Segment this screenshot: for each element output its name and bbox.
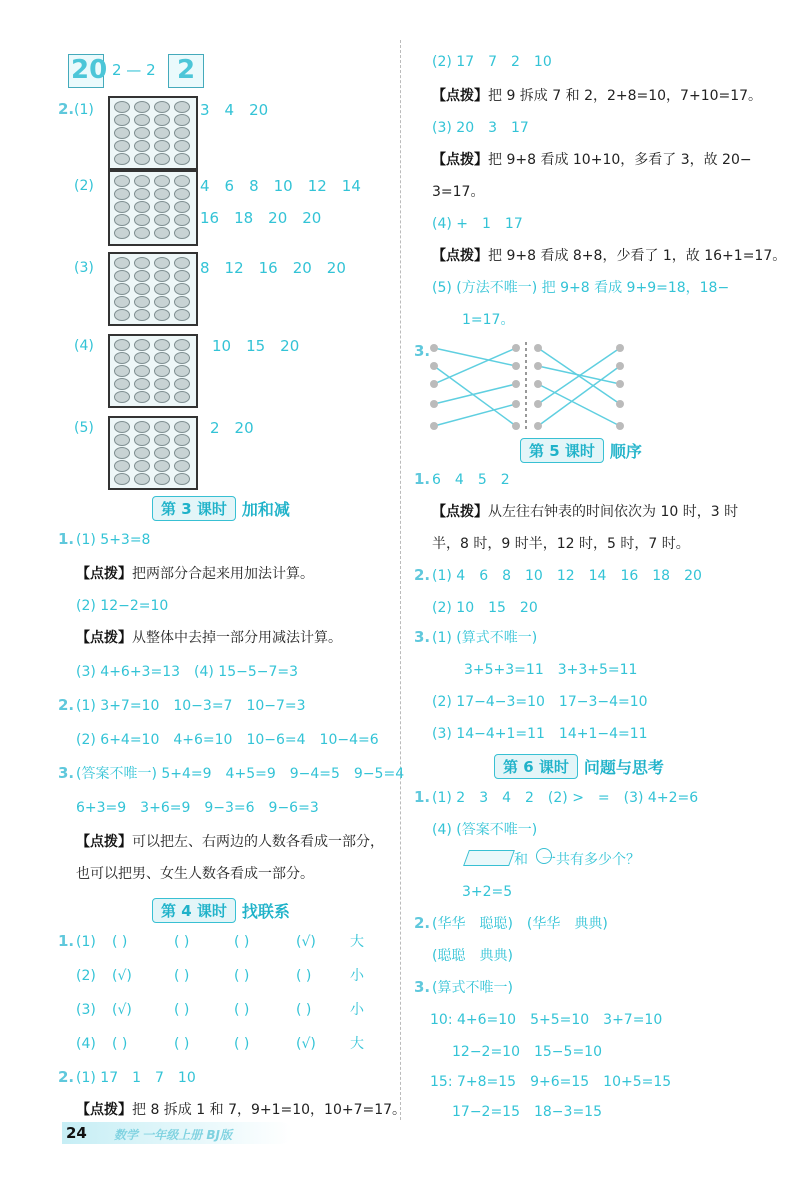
fish-icon xyxy=(134,214,150,226)
part-label: (4) xyxy=(74,338,94,354)
answer-continuation: 1=17。 xyxy=(462,312,515,328)
tracing-box-20: 20 xyxy=(68,54,104,88)
fish-icon xyxy=(154,114,170,126)
fish-icon xyxy=(134,175,150,187)
fish-icon xyxy=(134,391,150,403)
fish-icon xyxy=(134,365,150,377)
part-label: (5) xyxy=(74,420,94,436)
fish-icon xyxy=(134,296,150,308)
tip-line xyxy=(432,246,786,266)
fish-icon xyxy=(134,257,150,269)
lesson-3-header xyxy=(152,496,290,520)
fish-icon xyxy=(134,101,150,113)
question-number: 1. xyxy=(414,470,431,488)
fish-icon xyxy=(174,270,190,282)
tip-label: 【点拨】 xyxy=(76,630,132,646)
fish-icon xyxy=(114,365,130,377)
fish-icon xyxy=(174,257,190,269)
answer-line: (1) 17 1 7 10 xyxy=(76,1070,196,1086)
tip-line xyxy=(432,150,752,170)
block-icon xyxy=(463,850,515,866)
tracing-answer: 2 — 2 xyxy=(112,61,156,79)
fish-icon xyxy=(174,473,190,485)
answer-line: 15: 7+8=15 9+6=15 10+5=15 xyxy=(430,1074,672,1090)
row-mark: ( ) xyxy=(234,1002,250,1018)
fish-icon xyxy=(154,473,170,485)
tip-label: 【点拨】 xyxy=(432,504,488,520)
lesson-3-box: 第 3 课时 xyxy=(152,496,236,521)
answer-line: (3) 4+6+3=13 (4) 15−5−7=3 xyxy=(76,664,299,680)
fish-icon xyxy=(154,391,170,403)
tip-text: 把两部分合起来用加法计算。 xyxy=(132,566,314,582)
footer-text: 数学 一年级上册 BJ版 xyxy=(114,1128,232,1142)
tip-label: 【点拨】 xyxy=(432,152,488,168)
row-mark: (√) xyxy=(112,1002,132,1018)
fish-icon xyxy=(174,201,190,213)
part-label: (3) xyxy=(74,260,94,276)
part-answer: 4 6 8 10 12 14 xyxy=(200,177,361,195)
tip-line xyxy=(76,832,384,852)
fish-icon xyxy=(154,188,170,200)
question-number: 2. xyxy=(58,696,75,714)
fish-icon xyxy=(114,434,130,446)
question-number: 1. xyxy=(58,530,75,548)
fish-icon xyxy=(154,296,170,308)
fish-icon xyxy=(134,309,150,321)
fish-icon xyxy=(134,460,150,472)
fish-icon xyxy=(114,421,130,433)
part-answer: 8 12 16 20 20 xyxy=(200,259,346,277)
answer-line: 3+5+3=11 3+3+5=11 xyxy=(464,662,638,678)
question-number: 3. xyxy=(414,628,431,646)
fish-icon xyxy=(134,127,150,139)
fish-icon xyxy=(134,378,150,390)
question-number: 3. xyxy=(414,978,431,996)
tip-line xyxy=(432,502,738,522)
fish-icon xyxy=(114,447,130,459)
fish-icon xyxy=(114,309,130,321)
answer-line: (3) 20 3 17 xyxy=(432,120,529,136)
fish-grid xyxy=(108,334,198,408)
lesson-5-box: 第 5 课时 xyxy=(520,438,604,463)
fish-icon xyxy=(154,309,170,321)
fish-icon xyxy=(174,365,190,377)
fish-icon xyxy=(174,175,190,187)
fish-icon xyxy=(154,460,170,472)
lesson-4-header xyxy=(152,898,290,922)
fish-icon xyxy=(174,296,190,308)
fish-icon xyxy=(154,378,170,390)
answer-line: 12−2=10 15−5=10 xyxy=(452,1044,602,1060)
fish-icon xyxy=(174,114,190,126)
row-mark: ( ) xyxy=(174,934,190,950)
fish-grid xyxy=(108,252,198,326)
row-label: (4) xyxy=(76,1036,96,1052)
answer-line: 6 4 5 2 xyxy=(432,472,510,488)
row-label: (1) xyxy=(76,934,96,950)
fish-icon xyxy=(134,114,150,126)
fish-grid xyxy=(108,416,198,490)
part-label: (1) xyxy=(74,102,94,118)
answer-line: (3) 14−4+1=11 14+1−4=11 xyxy=(432,726,648,742)
tip-line xyxy=(76,1100,406,1120)
question-number: 3. xyxy=(58,764,75,782)
fish-icon xyxy=(174,391,190,403)
answer-line: 6+3=9 3+6=9 9−3=6 9−6=3 xyxy=(76,800,319,816)
tip-label: 【点拨】 xyxy=(76,566,132,582)
answer-line: 17−2=15 18−3=15 xyxy=(452,1104,602,1120)
part-answer: 3 4 20 xyxy=(200,101,269,119)
part-answer: 2 20 xyxy=(210,419,254,437)
fish-icon xyxy=(174,214,190,226)
row-label: (2) xyxy=(76,968,96,984)
answer-line: (4) (答案不唯一) xyxy=(432,822,538,838)
fish-icon xyxy=(174,153,190,165)
fish-icon xyxy=(154,283,170,295)
fish-icon xyxy=(174,309,190,321)
answer-line: (1) 3+7=10 10−3=7 10−7=3 xyxy=(76,698,306,714)
fish-icon xyxy=(174,339,190,351)
answer-line: (2) 17 7 2 10 xyxy=(432,54,552,70)
row-mark: ( ) xyxy=(174,968,190,984)
fish-icon xyxy=(134,283,150,295)
row-mark: ( ) xyxy=(174,1002,190,1018)
answer-line: (1) 2 3 4 2 (2) > = (3) 4+2=6 xyxy=(432,790,699,806)
lesson-6-header xyxy=(494,754,664,778)
fish-icon xyxy=(114,352,130,364)
part-label: (2) xyxy=(74,178,94,194)
row-word: 大 xyxy=(350,934,364,950)
fish-icon xyxy=(174,140,190,152)
match-lines xyxy=(434,348,620,426)
fish-icon xyxy=(154,352,170,364)
fish-icon xyxy=(174,352,190,364)
fish-icon xyxy=(134,270,150,282)
answer-line: (5) (方法不唯一) 把 9+8 看成 9+9=18，18− xyxy=(432,280,730,296)
lesson-6-box: 第 6 课时 xyxy=(494,754,578,779)
fish-icon xyxy=(154,270,170,282)
row-mark: ( ) xyxy=(234,934,250,950)
fish-icon xyxy=(174,421,190,433)
lesson-4-title: 找联系 xyxy=(241,901,290,921)
tip-text: 可以把左、右两边的人数各看成一部分， xyxy=(132,834,384,850)
fish-icon xyxy=(114,283,130,295)
row-mark: ( ) xyxy=(174,1036,190,1052)
fish-icon xyxy=(154,339,170,351)
tip-text: 把 8 拆成 1 和 7，9+1=10，10+7=17。 xyxy=(132,1102,407,1118)
fish-icon xyxy=(174,127,190,139)
lesson-5-header xyxy=(520,438,642,462)
row-mark: ( ) xyxy=(234,1036,250,1052)
fish-icon xyxy=(114,270,130,282)
fish-icon xyxy=(154,140,170,152)
tip-text: 从整体中去掉一部分用减法计算。 xyxy=(132,630,342,646)
row-mark: (√) xyxy=(296,1036,316,1052)
tip-text: 从左往右钟表的时间依次为 10 时，3 时 xyxy=(488,504,739,520)
fish-grid xyxy=(108,96,198,170)
tip-line xyxy=(76,564,314,584)
fish-icon xyxy=(154,447,170,459)
question-number: 2. xyxy=(414,914,431,932)
part-answer-2: 16 18 20 20 xyxy=(200,209,322,227)
fish-icon xyxy=(114,378,130,390)
fish-icon xyxy=(114,201,130,213)
tip-label: 【点拨】 xyxy=(76,1102,132,1118)
fish-icon xyxy=(174,188,190,200)
tip-label: 【点拨】 xyxy=(432,248,488,264)
fish-icon xyxy=(154,421,170,433)
lesson-4-box: 第 4 课时 xyxy=(152,898,236,923)
fish-icon xyxy=(114,460,130,472)
row-mark: ( ) xyxy=(234,968,250,984)
row-mark: ( ) xyxy=(112,934,128,950)
fish-icon xyxy=(154,201,170,213)
column-divider xyxy=(400,40,401,1120)
tip-line xyxy=(432,86,762,106)
fish-icon xyxy=(114,227,130,239)
row-word: 小 xyxy=(350,968,364,984)
row-mark: (√) xyxy=(112,968,132,984)
question-number: 1. xyxy=(58,932,75,950)
fish-icon xyxy=(174,283,190,295)
fish-icon xyxy=(114,473,130,485)
fish-icon xyxy=(134,473,150,485)
fish-icon xyxy=(114,101,130,113)
fish-icon xyxy=(154,214,170,226)
row-mark: ( ) xyxy=(112,1036,128,1052)
question-number: 2. xyxy=(58,100,75,118)
lesson-5-title: 顺序 xyxy=(609,441,642,461)
fish-icon xyxy=(114,391,130,403)
question-text: 和 一共有多少个？ xyxy=(514,852,640,868)
fish-icon xyxy=(134,447,150,459)
tip-continuation: 也可以把男、女生人数各看成一部分。 xyxy=(76,866,314,882)
row-mark: ( ) xyxy=(296,968,312,984)
answer-line: (1) 4 6 8 10 12 14 16 18 20 xyxy=(432,568,702,584)
answer-line: (答案不唯一) 5+4=9 4+5=9 9−4=5 9−5=4 xyxy=(76,766,405,782)
lesson-6-title: 问题与思考 xyxy=(583,757,664,777)
fish-icon xyxy=(174,460,190,472)
lesson-3-title: 加和减 xyxy=(241,499,290,519)
fish-icon xyxy=(134,188,150,200)
row-word: 小 xyxy=(350,1002,364,1018)
fish-icon xyxy=(134,339,150,351)
fish-icon xyxy=(174,447,190,459)
fish-icon xyxy=(134,140,150,152)
fish-icon xyxy=(114,257,130,269)
part-answer: 10 15 20 xyxy=(212,337,300,355)
fish-icon xyxy=(154,153,170,165)
fish-icon xyxy=(174,434,190,446)
fish-icon xyxy=(154,227,170,239)
tip-continuation: 半，8 时，9 时半，12 时，5 时，7 时。 xyxy=(432,536,690,552)
answer-line: (2) 17−4−3=10 17−3−4=10 xyxy=(432,694,648,710)
page-number: 24 xyxy=(66,1124,87,1142)
fish-icon xyxy=(114,214,130,226)
question-number: 2. xyxy=(414,566,431,584)
fish-icon xyxy=(174,101,190,113)
fish-icon xyxy=(114,153,130,165)
answer-line: (4) + 1 17 xyxy=(432,216,523,232)
fish-icon xyxy=(134,421,150,433)
fish-icon xyxy=(114,114,130,126)
answer-line: (1) (算式不唯一) xyxy=(432,630,538,646)
fish-grid xyxy=(108,170,198,246)
fish-icon xyxy=(154,257,170,269)
answer-line: 3+2=5 xyxy=(462,884,513,900)
row-label: (3) xyxy=(76,1002,96,1018)
fish-icon xyxy=(134,352,150,364)
fish-icon xyxy=(174,227,190,239)
fish-icon xyxy=(134,227,150,239)
row-mark: ( ) xyxy=(296,1002,312,1018)
tip-label: 【点拨】 xyxy=(76,834,132,850)
fish-icon xyxy=(154,101,170,113)
fish-icon xyxy=(134,201,150,213)
fish-icon xyxy=(154,434,170,446)
tip-text: 把 9+8 看成 10+10，多看了 3，故 20− xyxy=(488,152,752,168)
row-word: 大 xyxy=(350,1036,364,1052)
answer-line: (聪聪 典典) xyxy=(432,948,513,964)
answer-line: (2) 10 15 20 xyxy=(432,600,538,616)
answer-line: 10: 4+6=10 5+5=10 3+7=10 xyxy=(430,1012,663,1028)
question-number: 3. xyxy=(414,342,431,360)
fish-icon xyxy=(174,378,190,390)
fish-icon xyxy=(134,434,150,446)
answer-line: (算式不唯一) xyxy=(432,980,513,996)
tip-continuation: 3=17。 xyxy=(432,184,485,200)
answer-line: (华华 聪聪) (华华 典典) xyxy=(432,916,608,932)
answer-line: (2) 12−2=10 xyxy=(76,598,169,614)
tip-text: 把 9+8 看成 8+8，少看了 1，故 16+1=17。 xyxy=(488,248,787,264)
fish-icon xyxy=(154,175,170,187)
fish-icon xyxy=(154,127,170,139)
row-mark: (√) xyxy=(296,934,316,950)
question-number: 2. xyxy=(58,1068,75,1086)
tip-label: 【点拨】 xyxy=(432,88,488,104)
matching-diagram xyxy=(428,338,628,434)
fish-icon xyxy=(114,188,130,200)
fish-icon xyxy=(114,296,130,308)
fish-icon xyxy=(114,175,130,187)
fish-icon xyxy=(114,339,130,351)
tip-line xyxy=(76,628,342,648)
answer-line: (1) 5+3=8 xyxy=(76,532,151,548)
fish-icon xyxy=(114,140,130,152)
fish-icon xyxy=(134,153,150,165)
fish-icon xyxy=(154,365,170,377)
tip-text: 把 9 拆成 7 和 2，2+8=10，7+10=17。 xyxy=(488,88,763,104)
question-number: 1. xyxy=(414,788,431,806)
fish-icon xyxy=(114,127,130,139)
tracing-box-2: 2 xyxy=(168,54,204,88)
answer-line: (2) 6+4=10 4+6=10 10−6=4 10−4=6 xyxy=(76,732,379,748)
